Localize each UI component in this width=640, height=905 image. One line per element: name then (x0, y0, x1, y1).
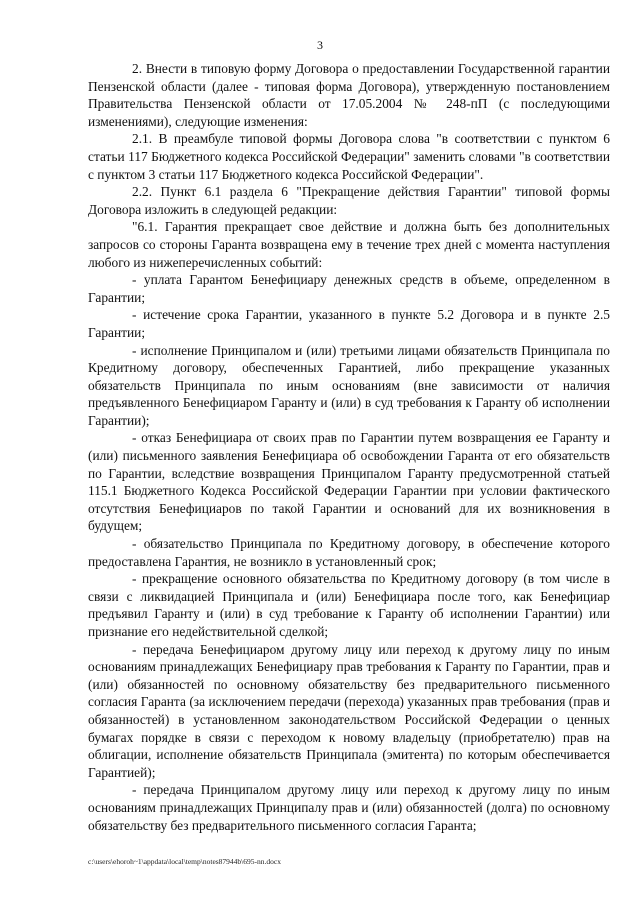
paragraph-item-2-2: 2.2. Пункт 6.1 раздела 6 "Прекращение действия Гарантии" типовой формы Договора изложить в следующей редакции: (88, 184, 610, 217)
page-number: 3 (317, 38, 323, 52)
list-item-expiry: - истечение срока Гарантии, указанного в пункте 5.2 Договора и в пункте 2.5 Гарантии; (88, 307, 610, 340)
list-item-fulfillment: - исполнение Принципалом и (или) третьими лицами обязательств Принципала по Кредитному договору, обеспеченных Гарантией, либо прекращение указанных обязательств Принципала по иным основаниям (вне зависимости от наличия предъявленного Бенефициаром Гаранту и (или) в суд требования к Гаранту об исполнении Гарантии); (88, 342, 610, 428)
list-item-principal-transfer: - передача Принципалом другому лицу или переход к другому лицу по иным основаниям принадлежащих Принципалу прав и (или) обязанностей (долга) по основному обязательству без предварительного письменного согласия Гаранта; (88, 782, 610, 833)
footer-file-path: c:\users\ehoroh~1\appdata\local\temp\notes87944b\695-nn.docx (88, 857, 281, 866)
document-body (88, 60, 610, 834)
list-item-waiver: - отказ Бенефициара от своих прав по Гарантии путем возвращения ее Гаранту и (или) письменного заявления Бенефициара об освобождении Гаранта от его обязательств по Гарантии, вследствие возвращения Принципалом Гаранту предусмотренной статьей 115.1 Бюджетного Кодекса Российской Федерации Гарантии при условии фактического отсутствия Бенефициаров по такой Гарантии и оснований для их возникновения в будущем; (88, 430, 610, 534)
list-item-payment: - уплата Гарантом Бенефициару денежных средств в объеме, определенном в Гарантии; (88, 272, 610, 305)
paragraph-clause-6-1: "6.1. Гарантия прекращает свое действие и должна быть без дополнительных запросов со стороны Гаранта возвращена ему в течение трех дней с момента наступления любого из нижеперечисленных событий: (88, 219, 610, 270)
list-item-termination: - прекращение основного обязательства по Кредитному договору (в том числе в связи с ликвидацией Принципала и (или) Бенефициара после того, как Бенефициар предъявил Гаранту и (или) в суд требование к Гаранту об исполнении Гарантии) или признание его недействительной сделкой; (88, 571, 610, 639)
list-item-beneficiary-transfer: - передача Бенефициаром другому лицу или переход к другому лицу по иным основаниям принадлежащих Бенефициару прав требования к Гаранту по Гарантии, прав и (или) обязанностей по основному обязательству без предварительного письменного согласия Гаранта (за исключением передачи (перехода) указанных прав требования (прав и обязанностей) в установленном законодательством Российской Федерации о ценных бумагах порядке в связи с переходом к новому владельцу (приобретателю) прав на облигации, исполнение обязательств Принципала (эмитента) по которым обеспечивается Гарантией); (88, 641, 610, 780)
list-item-obligation-not-arisen: - обязательство Принципала по Кредитному договору, в обеспечение которого предоставлена Гарантия, не возникло в установленный срок; (88, 536, 610, 569)
paragraph-item-2: 2. Внести в типовую форму Договора о предоставлении Государственной гарантии Пензенской области (далее - типовая форма Договора), утвержденную постановлением Правительства Пензенской области от 17.05.2004 № 248-пП (с последующими изменениями), следующие изменения: (88, 61, 610, 129)
paragraph-item-2-1: 2.1. В преамбуле типовой формы Договора слова "в соответствии с пунктом 6 статьи 117 Бюджетного кодекса Российской Федерации" заменить словами "в соответствии с пунктом 3 статьи 117 Бюджетного кодекса Российской Федерации". (88, 131, 610, 182)
